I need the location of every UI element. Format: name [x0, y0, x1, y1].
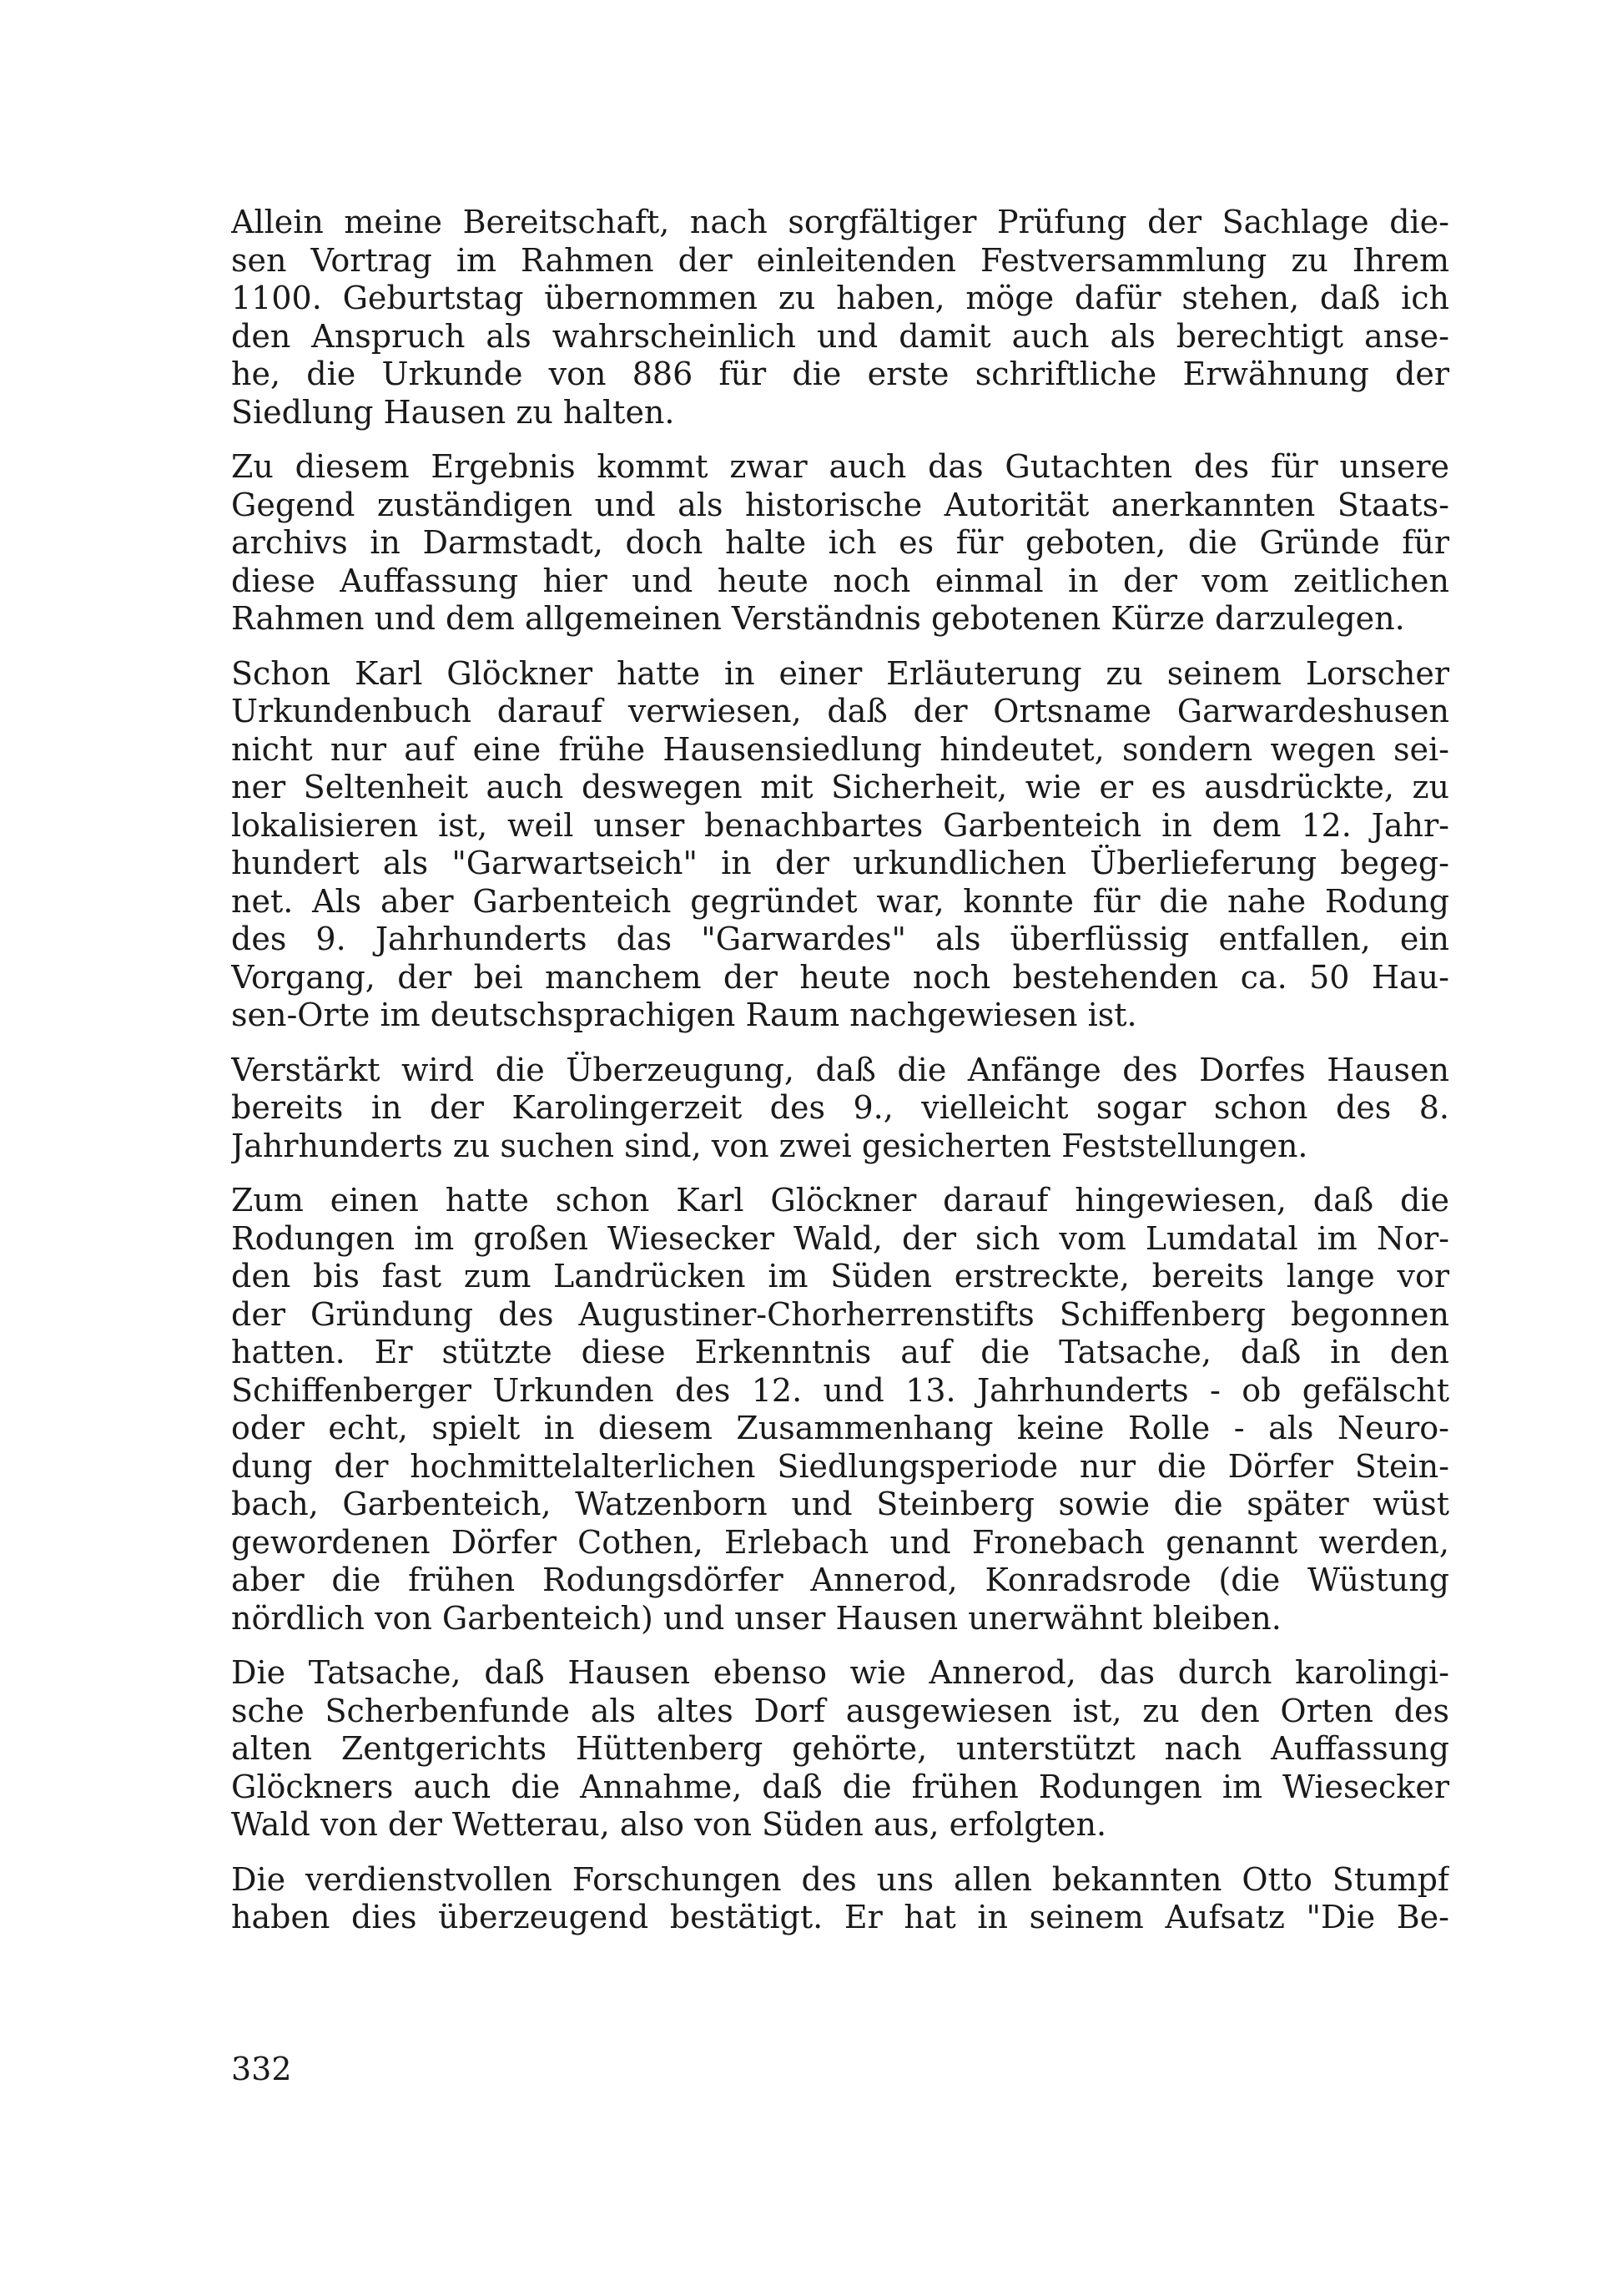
text-line: nicht nur auf eine frühe Hausensiedlung hindeutet, sondern wegen sei-	[231, 730, 1449, 768]
text-line: Rahmen und dem allgemeinen Verständnis gebotenen Kürze darzulegen.	[231, 600, 1405, 637]
text-line: Verstärkt wird die Überzeugung, daß die Anfänge des Dorfes Hausen	[231, 1051, 1449, 1088]
text-line: he, die Urkunde von 886 für die erste schriftliche Erwähnung der	[231, 356, 1449, 392]
text-line: lokalisieren ist, weil unser benachbartes Garbenteich in dem 12. Jahr-	[231, 806, 1449, 844]
text-line: bereits in der Karolingerzeit des 9., vielleicht sogar schon des 8.	[231, 1089, 1449, 1126]
text-line: Schiffenberger Urkunden des 12. und 13. Jahrhunderts - ob gefälscht	[231, 1371, 1449, 1409]
paragraph	[231, 655, 1449, 1035]
paragraph	[231, 1052, 1449, 1166]
text-line: gewordenen Dörfer Cothen, Erlebach und Fronebach genannt werden,	[231, 1523, 1449, 1561]
text-line: hundert als "Garwartseich" in der urkundlichen Überlieferung begeg-	[231, 845, 1449, 881]
text-line: sen Vortrag im Rahmen der einleitenden Festversammlung zu Ihrem	[231, 241, 1449, 279]
paragraph	[231, 1861, 1449, 1937]
text-line: Gegend zuständigen und als historische Autorität anerkannten Staats-	[231, 486, 1449, 523]
text-line: Allein meine Bereitschaft, nach sorgfältiger Prüfung der Sachlage die-	[231, 204, 1449, 240]
text-line: bach, Garbenteich, Watzenborn und Steinberg sowie die später wüst	[231, 1486, 1449, 1522]
paragraph-gap	[231, 1844, 1449, 1861]
paragraph-gap	[231, 1637, 1449, 1654]
text-line: des 9. Jahrhunderts das "Garwardes" als überflüssig entfallen, ein	[231, 921, 1449, 957]
text-line: Siedlung Hausen zu halten.	[231, 393, 675, 431]
text-line: aber die frühen Rodungsdörfer Annerod, Konradsrode (die Wüstung	[231, 1562, 1449, 1598]
paragraph-gap	[231, 638, 1449, 655]
paragraph	[231, 204, 1449, 431]
text-line: Schon Karl Glöckner hatte in einer Erläuterung zu seinem Lorscher	[231, 654, 1449, 692]
text-line: der Gründung des Augustiner-Chorherrenstifts Schiffenberg begonnen	[231, 1295, 1449, 1333]
text-line: Die Tatsache, daß Hausen ebenso wie Annerod, das durch karolingi-	[231, 1654, 1449, 1691]
text-line: den bis fast zum Landrücken im Süden erstreckte, bereits lange vor	[231, 1258, 1449, 1294]
paragraph	[231, 1654, 1449, 1844]
text-line: Zu diesem Ergebnis kommt zwar auch das Gutachten des für unsere	[231, 448, 1449, 485]
text-line: nördlich von Garbenteich) und unser Hausen unerwähnt bleiben.	[231, 1599, 1282, 1637]
text-line: Jahrhunderts zu suchen sind, von zwei gesicherten Feststellungen.	[231, 1127, 1308, 1164]
text-line: ner Seltenheit auch deswegen mit Sicherheit, wie er es ausdrückte, zu	[231, 769, 1449, 805]
text-line: Urkundenbuch darauf verwiesen, daß der Ortsname Garwardeshusen	[231, 693, 1449, 729]
text-line: Zum einen hatte schon Karl Glöckner darauf hingewiesen, daß die	[231, 1182, 1449, 1219]
text-line: dung der hochmittelalterlichen Siedlungsperiode nur die Dörfer Stein-	[231, 1447, 1449, 1485]
text-line: Wald von der Wetterau, also von Süden aus, erfolgten.	[231, 1806, 1107, 1843]
paragraph-gap	[231, 431, 1449, 448]
page-number: 332	[231, 2051, 292, 2087]
paragraph	[231, 448, 1449, 638]
text-line: oder echt, spielt in diesem Zusammenhang keine Rolle - als Neuro-	[231, 1410, 1449, 1446]
text-line: net. Als aber Garbenteich gegründet war, konnte für die nahe Rodung	[231, 882, 1449, 920]
text-line: hatten. Er stützte diese Erkenntnis auf die Tatsache, daß in den	[231, 1334, 1449, 1370]
text-line: Glöckners auch die Annahme, daß die frühen Rodungen im Wiesecker	[231, 1768, 1449, 1805]
text-line: sen-Orte im deutschsprachigen Raum nachgewiesen ist.	[231, 997, 1137, 1033]
text-line: archivs in Darmstadt, doch halte ich es für geboten, die Gründe für	[231, 524, 1449, 561]
text-line: haben dies überzeugend bestätigt. Er hat in seinem Aufsatz "Die Be-	[231, 1899, 1449, 1935]
paragraph-gap	[231, 1035, 1449, 1052]
text-line: alten Zentgerichts Hüttenberg gehörte, unterstützt nach Auffassung	[231, 1730, 1449, 1767]
text-line: den Anspruch als wahrscheinlich und damit auch als berechtigt anse-	[231, 317, 1449, 355]
text-line: Rodungen im großen Wiesecker Wald, der sich vom Lumdatal im Nor-	[231, 1219, 1449, 1257]
text-line: Vorgang, der bei manchem der heute noch bestehenden ca. 50 Hau-	[231, 958, 1449, 996]
body-text	[231, 204, 1449, 1937]
text-line: sche Scherbenfunde als altes Dorf ausgewiesen ist, zu den Orten des	[231, 1692, 1449, 1729]
text-line: diese Auffassung hier und heute noch einmal in der vom zeitlichen	[231, 562, 1449, 599]
text-line: 1100. Geburtstag übernommen zu haben, möge dafür stehen, daß ich	[231, 280, 1449, 316]
text-line: Die verdienstvollen Forschungen des uns allen bekannten Otto Stumpf	[231, 1860, 1449, 1898]
paragraph	[231, 1182, 1449, 1637]
paragraph-gap	[231, 1165, 1449, 1182]
